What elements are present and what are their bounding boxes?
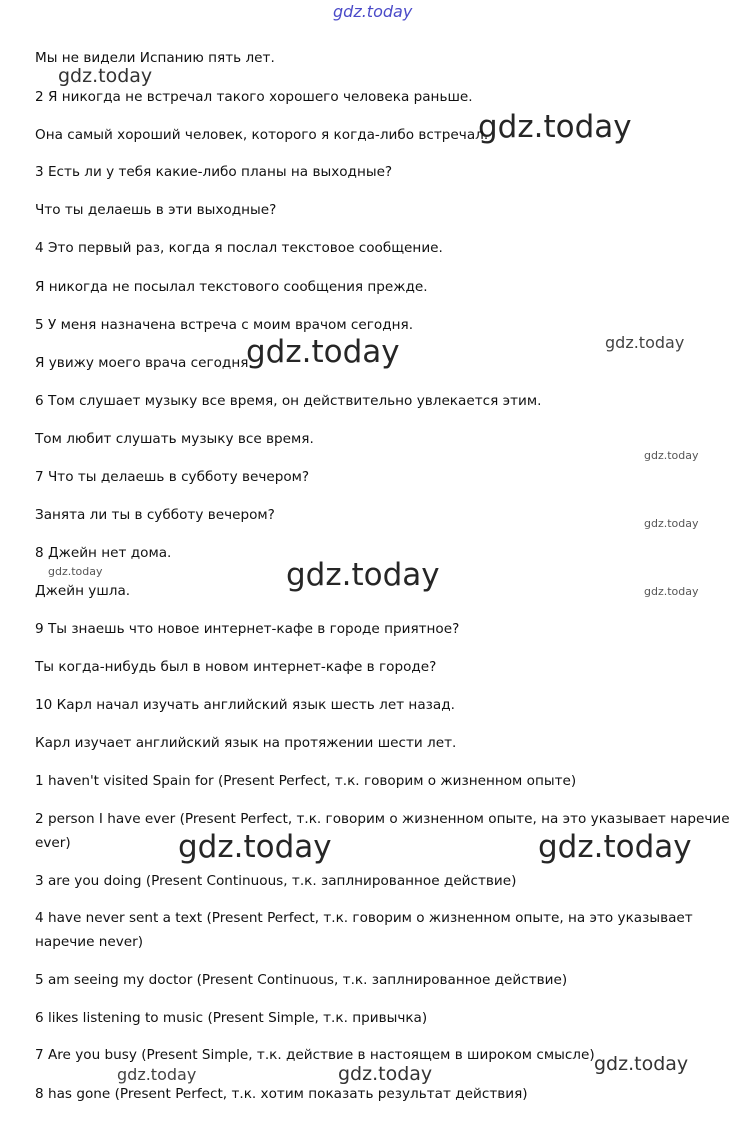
text-line: Том любит слушать музыку все время. (35, 431, 314, 447)
watermark: gdz.today (644, 517, 699, 530)
watermark: gdz.today (605, 333, 685, 352)
text-line: 5 У меня назначена встреча с моим врачом сегодня. (35, 317, 414, 333)
watermark: gdz.today (117, 1065, 197, 1084)
text-line: 5 am seeing my doctor (Present Continuous, т.к. заплнированное действие) (35, 972, 568, 988)
text-line: Что ты делаешь в эти выходные? (35, 202, 277, 218)
text-line: 10 Карл начал изучать английский язык шесть лет назад. (35, 697, 455, 713)
watermark: gdz.today (286, 557, 440, 593)
watermark: gdz.today (246, 334, 400, 370)
text-line: 3 are you doing (Present Continuous, т.к. заплнированное действие) (35, 873, 517, 889)
text-line: 3 Есть ли у тебя какие-либо планы на выходные? (35, 164, 393, 180)
watermark: gdz.today (538, 829, 692, 865)
text-line: Я никогда не посылал текстового сообщения прежде. (35, 279, 428, 295)
text-line: 6 Том слушает музыку все время, он действительно увлекается этим. (35, 393, 542, 409)
text-line: 1 haven't visited Spain for (Present Perfect, т.к. говорим о жизненном опыте) (35, 773, 577, 789)
text-line: Ты когда-нибудь был в новом интернет-кафе в городе? (35, 659, 437, 675)
text-line: Джейн ушла. (35, 583, 131, 599)
text-line: Карл изучает английский язык на протяжении шести лет. (35, 735, 457, 751)
watermark: gdz.today (478, 109, 632, 145)
watermark: gdz.today (644, 585, 699, 598)
text-line: 9 Ты знаешь что новое интернет-кафе в городе приятное? (35, 621, 460, 637)
text-line: 2 Я никогда не встречал такого хорошего человека раньше. (35, 89, 473, 105)
watermark: gdz.today (594, 1053, 689, 1075)
text-line: 8 Джейн нет дома. (35, 545, 172, 561)
text-line: 8 has gone (Present Perfect, т.к. хотим показать результат действия) (35, 1086, 528, 1102)
text-line: Занята ли ты в субботу вечером? (35, 507, 275, 523)
text-line: 7 Are you busy (Present Simple, т.к. действие в настоящем в широком смысле) (35, 1047, 595, 1063)
watermark: gdz.today (644, 449, 699, 462)
text-line: 2 person I have ever (Present Perfect, т.к. говорим о жизненном опыте, на это указывает наречие ever) (35, 811, 730, 851)
text-line: 7 Что ты делаешь в субботу вечером? (35, 469, 310, 485)
watermark: gdz.today (48, 565, 103, 578)
text-line: 6 likes listening to music (Present Simple, т.к. привычка) (35, 1010, 428, 1026)
watermark: gdz.today (178, 829, 332, 865)
text-line: Я увижу моего врача сегодня. (35, 355, 253, 371)
text-line: Она самый хороший человек, которого я когда-либо встречал. (35, 127, 489, 143)
watermark-top: gdz.today (333, 2, 413, 21)
watermark: gdz.today (338, 1063, 433, 1085)
watermark: gdz.today (58, 65, 153, 87)
text-line: 4 have never sent a text (Present Perfect, т.к. говорим о жизненном опыте, на это указывает наречие never) (35, 910, 693, 950)
text-line: 4 Это первый раз, когда я послал текстовое сообщение. (35, 240, 443, 256)
text-line: Мы не видели Испанию пять лет. (35, 50, 275, 66)
